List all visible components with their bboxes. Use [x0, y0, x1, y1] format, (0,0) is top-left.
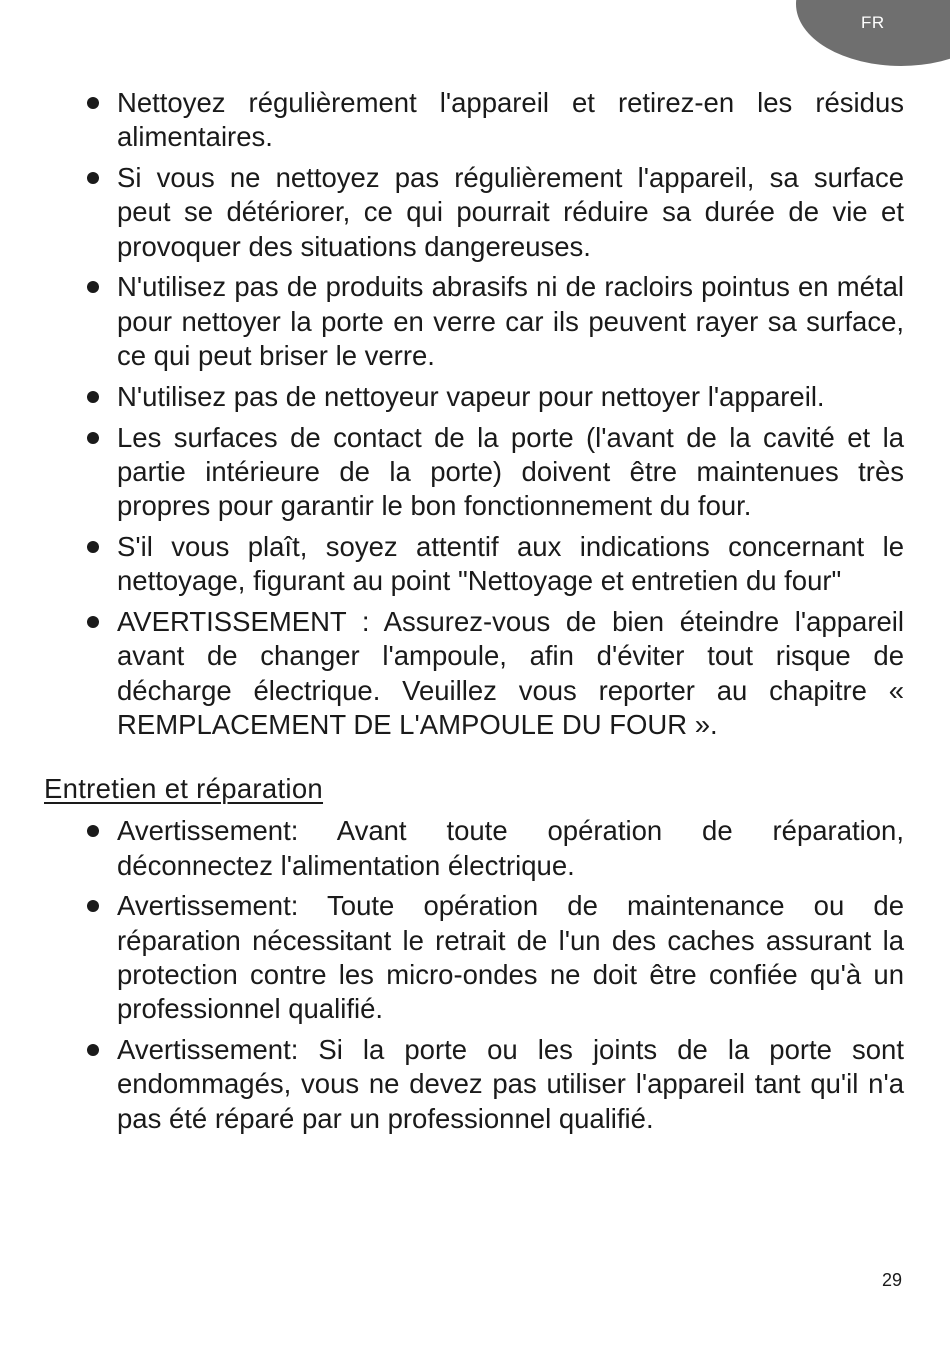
page-content [44, 86, 904, 1143]
list-item: Nettoyez régulièrement l'appareil et retirez-en les résidus alimentaires. [44, 86, 904, 155]
page-number: 29 [882, 1270, 903, 1290]
list-item: Avertissement: Avant toute opération de réparation, déconnectez l'alimentation électrique. [44, 814, 904, 883]
list-item: S'il vous plaît, soyez attentif aux indications concernant le nettoyage, figurant au point "Nettoyage et entretien du four" [44, 530, 904, 599]
language-tab [796, 0, 950, 66]
list-item: Les surfaces de contact de la porte (l'avant de la cavité et la partie intérieure de la porte) doivent être maintenues très propres pour garantir le bon fonctionnement du four. [44, 421, 904, 524]
section-title: Entretien et réparation [44, 773, 324, 805]
cleaning-instructions-list [44, 86, 904, 742]
list-item: N'utilisez pas de nettoyeur vapeur pour nettoyer l'appareil. [44, 380, 904, 414]
list-item: N'utilisez pas de produits abrasifs ni de racloirs pointus en métal pour nettoyer la porte en verre car ils peuvent rayer sa surface, ce qui peut briser le verre. [44, 270, 904, 373]
list-item: Avertissement: Toute opération de maintenance ou de réparation nécessitant le retrait de l'un des caches assurant la protection contre les micro-ondes ne doit être confiée qu'à un professionnel qualifié. [44, 889, 904, 1026]
list-item: Avertissement: Si la porte ou les joints de la porte sont endommagés, vous ne devez pas utiliser l'appareil tant qu'il n'a pas été réparé par un professionnel qualifié. [44, 1033, 904, 1136]
maintenance-warnings-list [44, 814, 904, 1136]
language-label: FR [861, 13, 885, 32]
list-item: AVERTISSEMENT : Assurez-vous de bien éteindre l'appareil avant de changer l'ampoule, afin d'éviter tout risque de décharge électrique. Veuillez vous reporter au chapitre « REMPLACEMENT DE L'AMPOULE DU FOUR ». [44, 605, 904, 742]
list-item: Si vous ne nettoyez pas régulièrement l'appareil, sa surface peut se détériorer, ce qui pourrait réduire sa durée de vie et provoquer des situations dangereuses. [44, 161, 904, 264]
